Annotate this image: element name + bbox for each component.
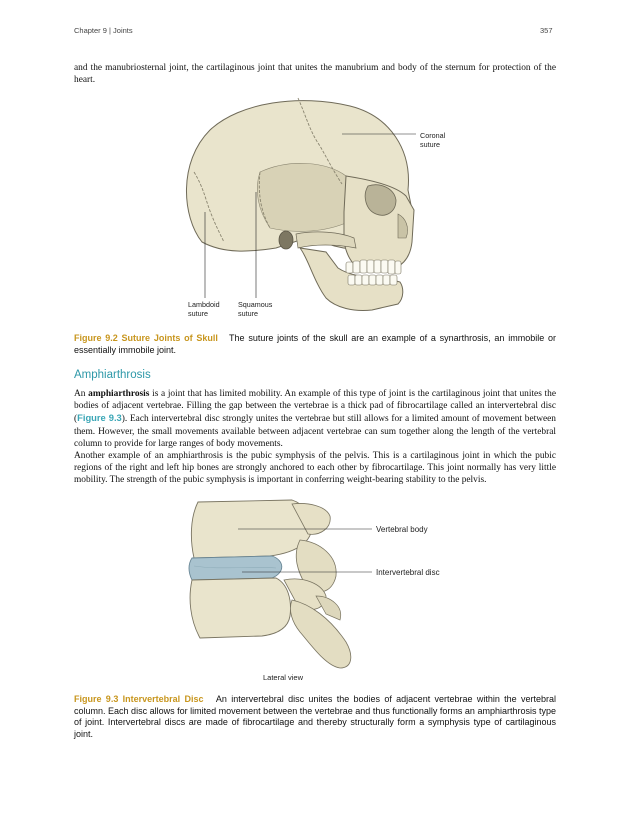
coronal-label-2: suture: [420, 140, 440, 149]
amphiarthrosis-paragraph-1: [74, 388, 556, 450]
squamous-label-1: Squamous: [238, 300, 273, 309]
vertebrae-drawing: [189, 500, 351, 668]
lambdoid-label-2: suture: [188, 309, 208, 318]
figure-9-3-caption-text: An intervertebral disc unites the bodies of adjacent vertebrae within the vertebral column. Each disc allows for limited movement between the vertebrae and thus functionally forms an amphiarthrosis type of joint. Intervertebral discs are made of fibrocartilage and thereby structurally form a symphysis type of cartilaginous joint.: [74, 694, 556, 739]
intro-paragraph: and the manubriosternal joint, the cartilaginous joint that unites the manubrium and body of the sternum for protection of the heart.: [74, 63, 556, 86]
page-number: 357: [540, 26, 553, 35]
amphiarthrosis-paragraph-2: Another example of an amphiarthrosis is the pubic symphysis of the pelvis. This is a cartilaginous joint in which the pubic regions of the right and left hip bones are strongly anchored to each other by fibrocartilage. This joint normally has very little mobility. The strength of the pubic symphysis is important in conferring weight-bearing stability to the pelvis.: [74, 451, 556, 486]
p1-post: ). Each intervertebral disc strongly unites the vertebrae but still allows for a limited amount of movement between them. However, the small movements available between adjacent vertebrae can sum together along the length of the vertebral column to provide for large ranges of body movements.: [74, 414, 556, 449]
section-heading: Amphiarthrosis: [74, 369, 151, 381]
lateral-view-label: Lateral view: [263, 673, 304, 682]
figure-9-2-caption-text: The suture joints of the skull are an example of a synarthrosis, an immobile or essentially immobile joint.: [74, 333, 556, 355]
skull-illustration: [150, 92, 480, 324]
lambdoid-label-1: Lambdoid: [188, 300, 220, 309]
figure-9-3-caption: [74, 694, 556, 740]
intervertebral-disc-label: Intervertebral disc: [376, 568, 440, 577]
coronal-label-1: Coronal: [420, 131, 446, 140]
p1-pre: An: [74, 389, 89, 399]
vertebral-body-label: Vertebral body: [376, 525, 428, 534]
squamous-label-2: suture: [238, 309, 258, 318]
skull-drawing: [186, 98, 414, 311]
running-header-chapter: Chapter 9 | Joints: [74, 26, 133, 35]
intervertebral-disc-illustration: [180, 496, 450, 686]
figure-9-3-caption-label: Figure 9.3 Intervertebral Disc: [74, 694, 204, 704]
term-amphiarthrosis: amphiarthrosis: [88, 389, 150, 399]
figure-9-2-caption: [74, 333, 556, 356]
figure-9-2-caption-label: Figure 9.2 Suture Joints of Skull: [74, 333, 218, 343]
figure-9-3-link[interactable]: Figure 9.3: [77, 412, 122, 424]
p1-mid: is a joint that has limited mobility. An example of this type of joint is the cartilaginous joint that unites the bodies of adjacent vertebrae. Filling the gap between the vertebrae is a thick pad of fibrocartilage called an intervertebral disc (: [74, 389, 556, 425]
